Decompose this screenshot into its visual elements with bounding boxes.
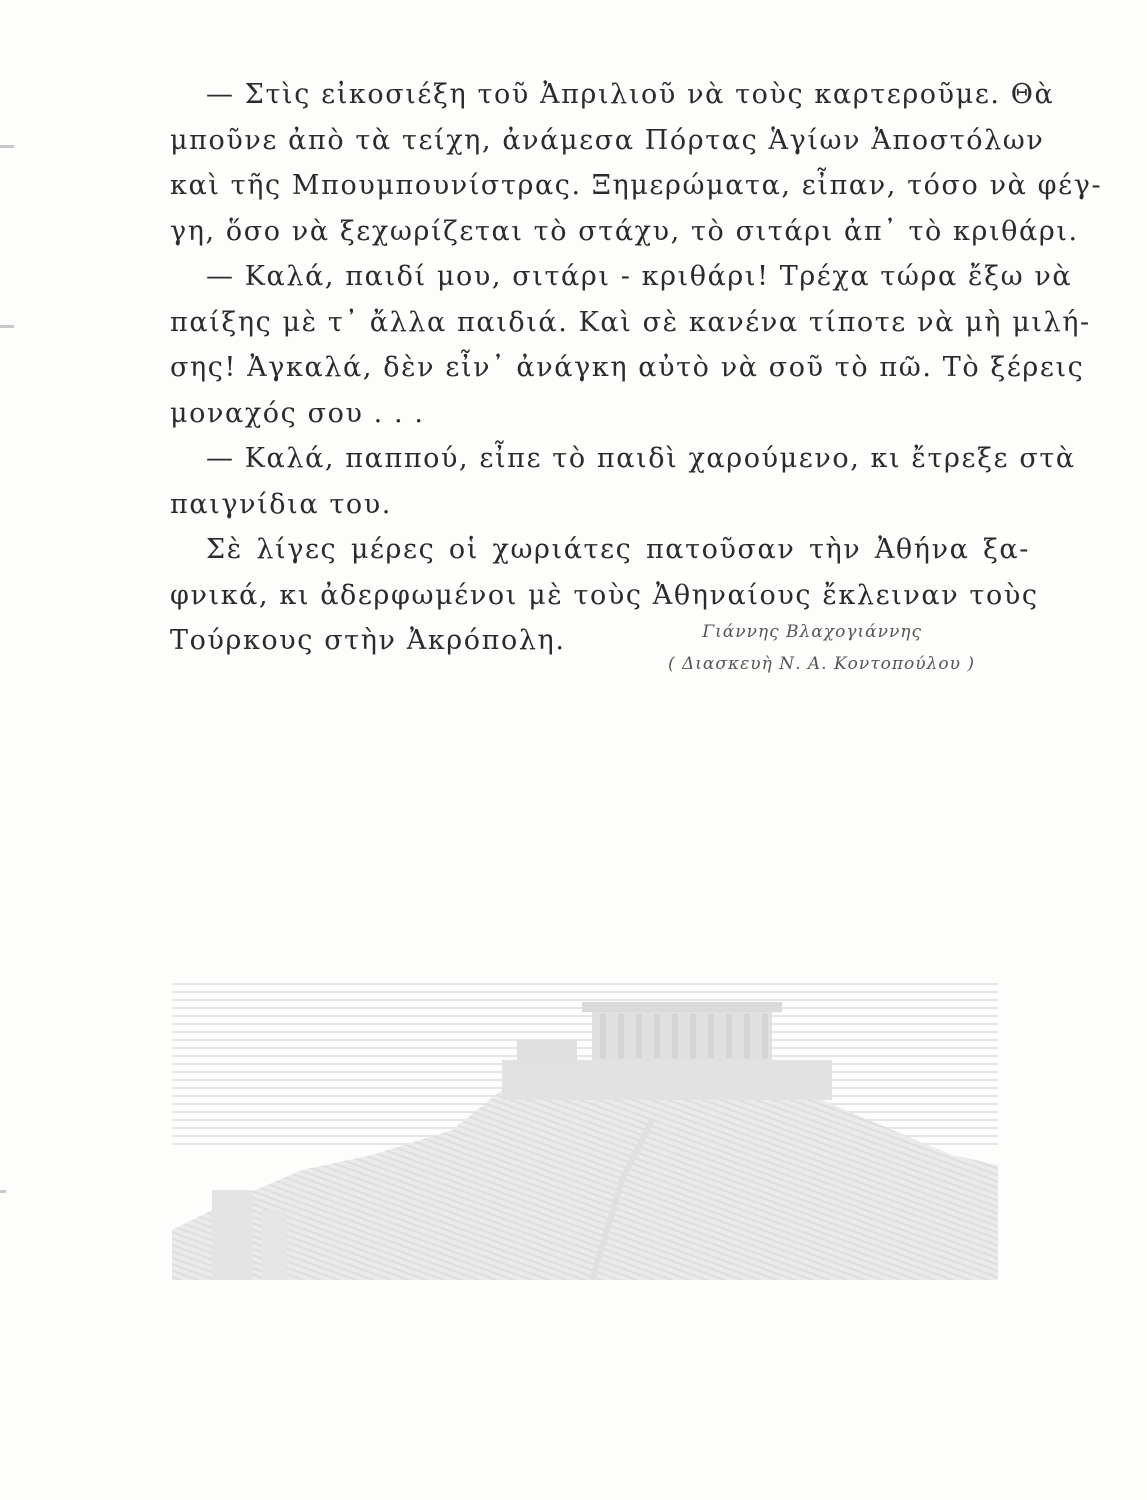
acropolis-engraving-icon (172, 980, 998, 1280)
text-line: παιγνίδια του. (170, 488, 392, 520)
text-line: παίξης μὲ τ᾽ ἄλλα παιδιά. Καὶ σὲ κανένα τίποτε νὰ μὴ μιλή- (170, 306, 1091, 338)
author-signature: Γιάννης Βλαχογιάννης (702, 622, 922, 642)
text-line: — Καλά, παιδί μου, σιτάρι - κριθάρι! Τρέχα τώρα ἔξω νὰ (206, 261, 1073, 292)
text-line: γη, ὅσο νὰ ξεχωρίζεται τὸ στάχυ, τὸ σιτάρι ἀπ᾽ τὸ κριθάρι. (170, 215, 1079, 247)
text-line: καὶ τῆς Μπουμπουνίστρας. Ξημερώματα, εἶπαν, τόσο νὰ φέγ- (170, 170, 1103, 201)
margin-mark (0, 145, 14, 148)
story-text (170, 72, 1103, 664)
text-line: μποῦνε ἀπὸ τὰ τείχη, ἀνάμεσα Πόρτας Ἁγίων Ἀποστόλων (170, 124, 1045, 156)
margin-mark (0, 1190, 6, 1193)
text-line: — Στὶς εἰκοσιέξη τοῦ Ἀπριλιοῦ νὰ τοὺς καρτεροῦμε. Θὰ (206, 79, 1055, 110)
text-line: Τούρκους στὴν Ἀκρόπολη. (170, 625, 566, 656)
text-line: Σὲ λίγες μέρες οἱ χωριάτες πατοῦσαν τὴν Ἀθήνα ξα- (206, 534, 1030, 565)
text-line: μοναχός σου . . . (170, 397, 425, 429)
margin-mark (0, 325, 14, 328)
adaptation-credit: ( Διασκευὴ Ν. Α. Κοντοπούλου ) (667, 654, 975, 674)
text-line: σης! Ἀγκαλά, δὲν εἶν᾽ ἀνάγκη αὐτὸ νὰ σοῦ τὸ πῶ. Τὸ ξέρεις (170, 352, 1085, 383)
text-line: φνικά, κι ἀδερφωμένοι μὲ τοὺς Ἀθηναίους ἔκλειναν τοὺς (170, 579, 1039, 611)
text-line: — Καλά, παππού, εἶπε τὸ παιδὶ χαρούμενο, κι ἔτρεξε στὰ (206, 443, 1076, 474)
